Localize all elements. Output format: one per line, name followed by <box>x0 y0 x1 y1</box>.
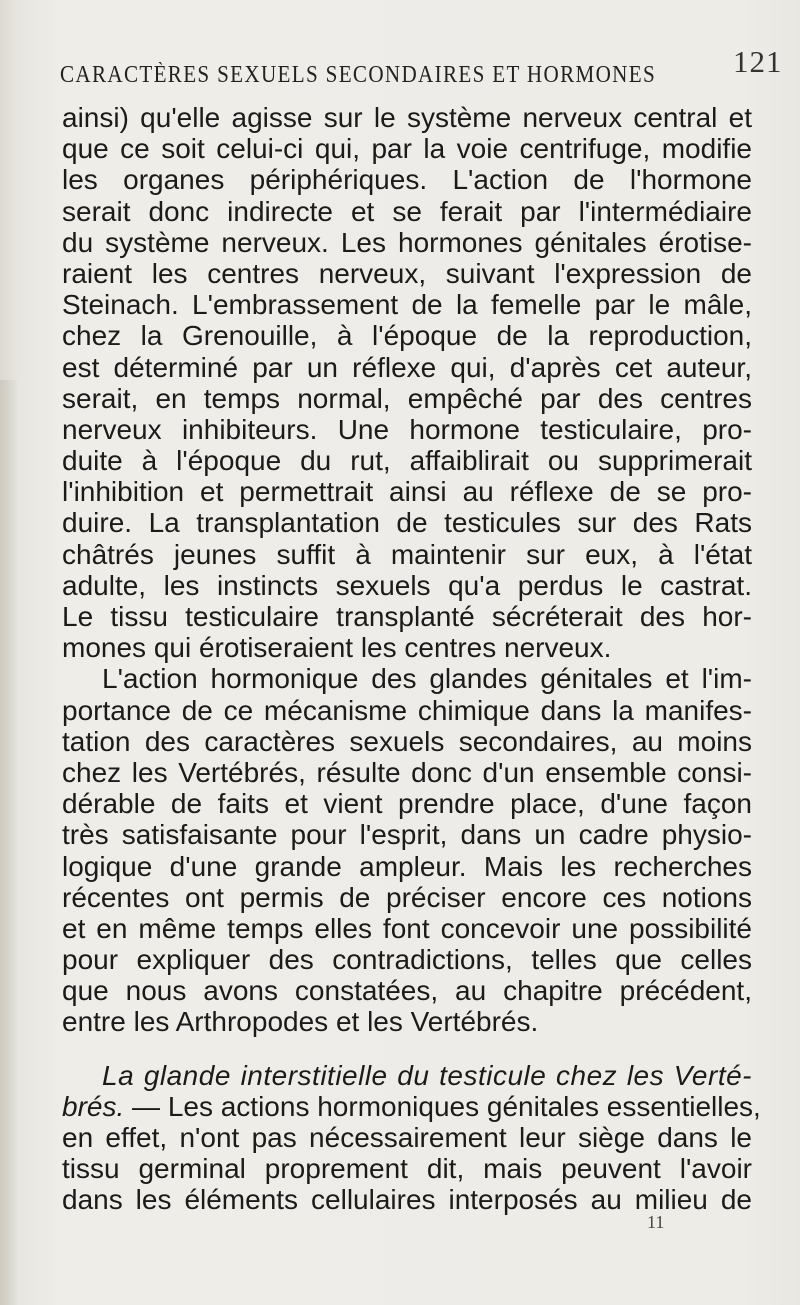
text-line: tation des caractères sexuels secondaires, au moins <box>62 725 752 757</box>
section-title-line <box>62 1060 752 1091</box>
section-interstitial-gland <box>62 1059 761 1216</box>
text-line: serait donc indirecte et se ferait par l'intermédiaire <box>62 195 752 227</box>
em-dash: — <box>124 1090 168 1122</box>
text-line: nerveux inhibiteurs. Une hormone testiculaire, pro- <box>62 413 752 445</box>
text-line: et en même temps elles font concevoir une possibilité <box>62 912 752 944</box>
text-line: pour expliquer des contradictions, telles que celles <box>62 944 752 976</box>
text-line: que nous avons constatées, au chapitre précédent, <box>62 975 752 1007</box>
text-line: entre les Arthropodes et les Vertébrés. <box>62 1006 539 1038</box>
section-title-italic-end: brés. <box>62 1090 125 1122</box>
text-line <box>62 1090 761 1122</box>
printer-signature: 11 <box>647 1212 665 1232</box>
text-line: très satisfaisante pour l'esprit, dans un cadre physio- <box>62 819 752 851</box>
text-line: duite à l'époque du rut, affaiblirait ou supprimerait <box>62 445 752 477</box>
page-number: 121 <box>733 44 783 79</box>
text-line: les organes périphériques. L'action de l'hormone <box>62 164 752 196</box>
text-line: adulte, les instincts sexuels qu'a perdus le castrat. <box>62 569 752 601</box>
text-line: l'inhibition et permettrait ainsi au réflexe de se pro- <box>62 476 752 508</box>
text-line: Le tissu testiculaire transplanté sécréterait des hor- <box>62 601 752 632</box>
text-line: récentes ont permis de préciser encore ces notions <box>62 881 752 913</box>
running-title: CARACTÈRES SEXUELS SECONDAIRES ET HORMONES <box>60 62 657 88</box>
paragraph-gap <box>62 1038 752 1060</box>
text-line: mones qui érotiseraient les centres nerveux. <box>62 632 612 664</box>
text-line: que ce soit celui-ci qui, par la voie centrifuge, modifie <box>62 133 752 165</box>
text-line: serait, en temps normal, empêché par des centres <box>62 382 752 414</box>
text-line: du système nerveux. Les hormones génitales érotise- <box>62 226 752 258</box>
text-line: châtrés jeunes suffit à maintenir sur eux, à l'état <box>62 538 752 570</box>
text-line: est déterminé par un réflexe qui, d'après cet auteur, <box>62 351 752 383</box>
text-line: en effet, n'ont pas nécessairement leur siège dans le <box>62 1122 752 1153</box>
text-line: duire. La transplantation de testicules sur des Rats <box>62 507 752 539</box>
page-gutter-shadow <box>0 380 18 1305</box>
section-first-line-text: Les actions hormoniques génitales essentielles, <box>167 1090 761 1122</box>
text-line: dans les éléments cellulaires interposés au milieu de <box>62 1184 752 1216</box>
running-head <box>60 28 783 88</box>
text-line: Steinach. L'embrassement de la femelle par le mâle, <box>62 289 752 321</box>
body-text <box>62 102 761 1216</box>
text-line: ainsi) qu'elle agisse sur le système nerveux central et <box>62 102 752 133</box>
text-line: raient les centres nerveux, suivant l'expression de <box>62 257 752 289</box>
text-line: dérable de faits et vient prendre place, d'une façon <box>62 788 752 820</box>
text-line: L'action hormonique des glandes génitales et l'im- <box>102 663 752 695</box>
paragraph-1 <box>62 102 752 663</box>
section-title-italic: La glande interstitielle du testicule chez les Verté- <box>102 1059 752 1091</box>
text-line: chez la Grenouille, à l'époque de la reproduction, <box>62 320 752 352</box>
paragraph-2 <box>62 663 752 1037</box>
text-line: tissu germinal proprement dit, mais peuvent l'avoir <box>62 1153 752 1185</box>
text-line: chez les Vertébrés, résulte donc d'un ensemble consi- <box>62 756 752 788</box>
text-line: portance de ce mécanisme chimique dans la manifes- <box>62 694 752 726</box>
text-line: logique d'une grande ampleur. Mais les recherches <box>62 850 752 882</box>
